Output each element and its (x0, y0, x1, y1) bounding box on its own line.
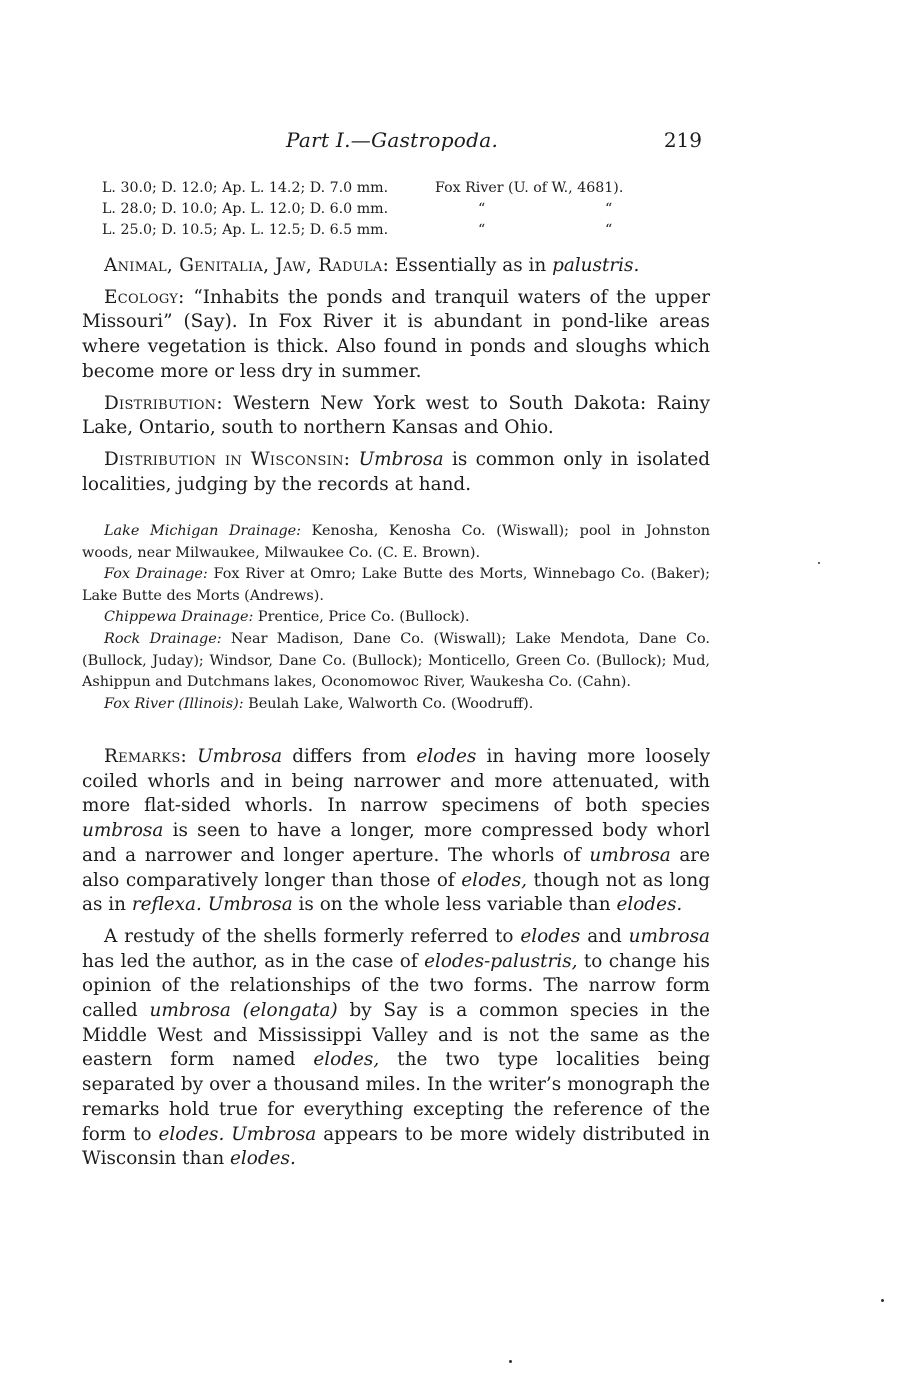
distribution-wisconsin-paragraph (82, 448, 710, 497)
measurement-values: L. 28.0; D. 10.0; Ap. L. 12.0; D. 6.0 mm. (102, 201, 389, 217)
page-number: 219 (663, 128, 702, 152)
ditto-mark: “ (605, 222, 613, 238)
paragraph-text: is common only in isolated localities, judging by the records at hand. (82, 448, 710, 495)
running-title: Part I.—Gastropoda. (286, 128, 499, 152)
measurements-table (102, 178, 702, 241)
paragraph-text: Western New York west to South Dakota: Rainy Lake, Ontario, south to northern Kansas and Ohio. (82, 392, 710, 439)
restudy-paragraph: A restudy of the shells formerly referred to elodes and umbrosa has led the author, as in the case of elodes-palustris, to change his opinion of the relationships of the two forms. The narrow form called umbrosa (elongata) by Say is a common species in the Middle West and Mississippi Valley and is not the same as the eastern form named elodes, the two type localities being separated by over a thousand miles. In the writer’s monograph the remarks hold true for everything excepting the reference of the form to elodes. Umbrosa appears to be more widely distributed in Wisconsin than elodes. (82, 925, 710, 1170)
measurement-row (102, 199, 702, 220)
record-text: Fox River at Omro; Lake Butte des Morts, Winnebago Co. (Baker); Lake Butte des Morts (Andrews). (82, 566, 711, 604)
lower-paragraphs (82, 745, 710, 1179)
record-entry (82, 607, 710, 629)
record-entry (82, 564, 710, 607)
ditto-mark: “ (478, 222, 486, 238)
paragraph-text: Essentially as in (389, 255, 553, 276)
drainage-label: Rock Drainage: (104, 630, 222, 647)
section-heading: Remarks: (104, 746, 188, 767)
species-name: Umbrosa (350, 448, 444, 470)
page-header (84, 128, 724, 158)
drainage-label: Lake Michigan Drainage: (104, 523, 302, 539)
remarks-paragraph: Remarks: Umbrosa differs from elodes in having more loosely coiled whorls and in being narrower and more attenuated, with more flat-sided whorls. In narrow specimens of both species umbrosa is seen to have a longer, more compressed body whorl and a narrower and longer aperture. The whorls of umbrosa are also comparatively longer than those of elodes, though not as long as in reflexa. Umbrosa is on the whole less variable than elodes. (82, 746, 710, 916)
record-entry (82, 521, 710, 564)
measurement-row (102, 178, 702, 199)
animal-paragraph (82, 254, 710, 279)
distribution-paragraph (82, 392, 710, 441)
print-speck (509, 1360, 512, 1363)
record-text: Near Madison, Dane Co. (Wiswall); Lake Mendota, Dane Co. (Bullock, Juday); Windsor, Dane Co. (Bullock); Monticello, Green Co. (Bullock); Mud, Ashippun and Dutchmans lakes, Oconomowoc River, Waukesha Co. (Cahn). (82, 630, 710, 691)
drainage-label: Fox River (Illinois): (104, 695, 244, 712)
ditto-mark: “ (605, 201, 613, 217)
measurement-values: L. 30.0; D. 12.0; Ap. L. 14.2; D. 7.0 mm. (102, 180, 389, 196)
section-heading: Distribution: (104, 392, 223, 414)
drainage-label: Fox Drainage: (104, 566, 208, 583)
record-text: Prentice, Price Co. (Bullock). (253, 609, 470, 626)
measurement-location: Fox River (U. of W., 4681). (435, 180, 624, 196)
section-heading: Distribution in Wisconsin: (104, 448, 351, 470)
record-entry (82, 694, 710, 716)
record-text: Kenosha, Kenosha Co. (Wiswall); pool in Johnston woods, near Milwaukee, Milwaukee Co. (C. E. Brown). (82, 523, 711, 561)
paragraph-text: “Inhabits the ponds and tranquil waters of the upper Missouri” (Say). In Fox River it is abundant in pond-like areas where vegetation is thick. Also found in ponds and sloughs which become more or less dry in summer. (82, 286, 710, 382)
section-heading: Ecology: (104, 286, 185, 308)
record-text: Beulah Lake, Walworth Co. (Woodruff). (243, 695, 534, 712)
measurement-row (102, 220, 702, 241)
drainage-records (82, 521, 710, 715)
ditto-mark: “ (478, 201, 486, 217)
ecology-paragraph (82, 286, 710, 385)
drainage-label: Chippewa Drainage: (104, 609, 254, 626)
record-entry (82, 629, 710, 694)
section-heading: Animal, Genitalia, Jaw, Radula: (104, 255, 390, 276)
print-speck (818, 562, 820, 564)
species-name: palustris. (552, 255, 640, 276)
upper-paragraphs (82, 254, 710, 504)
measurement-values: L. 25.0; D. 10.5; Ap. L. 12.5; D. 6.5 mm. (102, 222, 389, 238)
print-speck (881, 1299, 884, 1302)
